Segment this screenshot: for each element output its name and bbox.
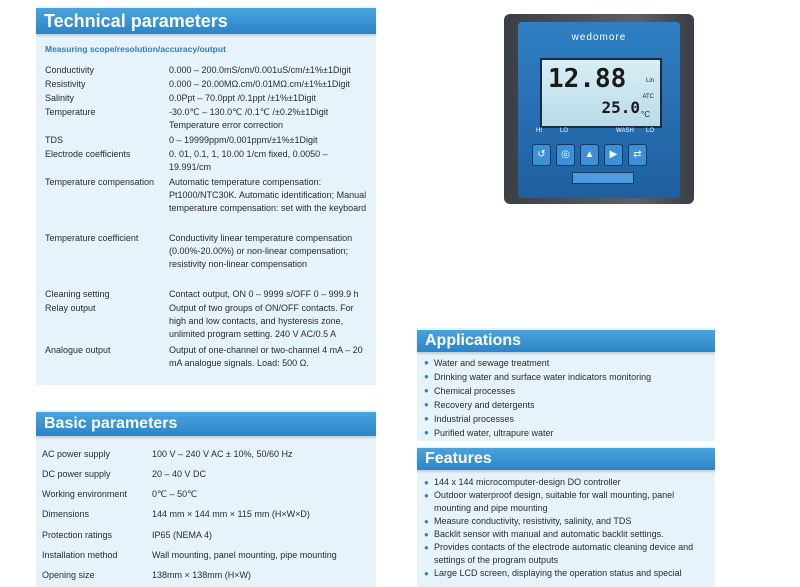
bullet-icon: ●: [424, 530, 429, 539]
enter-button-icon: ⇄: [628, 144, 647, 166]
lcd-temperature: 25.0: [601, 98, 640, 117]
bullet-icon: ●: [424, 372, 429, 381]
list-item-text: Provides contacts of the electrode automatic cleaning device and settings of the program outputs: [434, 542, 694, 565]
param-value: 0.000 – 200.0mS/cm/0.001uS/cm/±1%±1Digit: [169, 65, 351, 75]
basic-label: DC power supply: [42, 469, 111, 479]
list-item-text: Measure conductivity, resistivity, salinity, and TDS: [434, 516, 632, 526]
list-item: [422, 528, 702, 541]
param-label: Conductivity: [45, 65, 95, 75]
list-item: [422, 426, 702, 440]
param-value: 0.000 – 20.00MΩ.cm/0.01MΩ.cm/±1%±1Digit: [169, 79, 350, 89]
device-brand-logo: wedomore: [571, 32, 627, 43]
list-item-text: Drinking water and surface water indicators monitoring: [434, 372, 652, 382]
bullet-icon: ●: [424, 569, 429, 578]
features-list: [422, 476, 702, 580]
list-item: [422, 384, 702, 398]
param-value: Output of one-channel or two-channel 4 mA – 20 mA analogue signals. Load: 500 Ω.: [169, 345, 363, 368]
mode-button-icon: ◎: [556, 144, 575, 166]
list-item: [422, 412, 702, 426]
param-value: 0. 01, 0.1, 1, 10.00 1/cm fixed, 0.0050 – 19.991/cm: [169, 149, 328, 172]
list-item-text: Purified water, ultrapure water: [434, 428, 554, 438]
param-label: Resistivity: [45, 79, 86, 89]
bullet-icon: ●: [424, 386, 429, 395]
param-value: Conductivity linear temperature compensation (0.00%-20.00%) or non-linear compensation; resistivity non-linear compensation: [169, 233, 353, 269]
led-label-lo: LO: [560, 128, 569, 134]
bullet-icon: ●: [424, 358, 429, 367]
param-label: Relay output: [45, 303, 96, 313]
basic-label: Installation method: [42, 550, 118, 560]
device-led-row: [536, 128, 666, 138]
list-item: [422, 541, 702, 567]
param-value: 0 – 19999ppm/0.001ppm/±1%±1Digit: [169, 135, 318, 145]
device-lcd-screen: [540, 58, 662, 128]
measuring-scope-subtitle: Measuring scope/resolution/accuracy/output: [45, 44, 226, 54]
list-item: [422, 489, 702, 515]
list-item-text: Chemical processes: [434, 386, 516, 396]
up-button-icon: ▲: [580, 144, 599, 166]
bullet-icon: ●: [424, 428, 429, 437]
menu-button-icon: ↺: [532, 144, 551, 166]
controller-device-image: [498, 10, 698, 210]
list-item-text: Recovery and detergents: [434, 400, 535, 410]
basic-value: Wall mounting, panel mounting, pipe mounting: [152, 550, 337, 560]
basic-label: Dimensions: [42, 509, 90, 519]
right-button-icon: ▶: [604, 144, 623, 166]
list-item-text: Water and sewage treatment: [434, 358, 550, 368]
basic-label: Protection ratings: [42, 530, 113, 540]
list-item-text: Industrial processes: [434, 414, 515, 424]
basic-value: 144 mm × 144 mm × 115 mm (H×W×D): [152, 509, 310, 519]
list-item-text: 144 x 144 microcomputer-design DO controller: [434, 477, 621, 487]
basic-value: IP65 (NEMA 4): [152, 530, 213, 540]
param-label: Salinity: [45, 93, 75, 103]
param-value: Contact output, ON 0 – 9999 s/OFF 0 – 999.9 h: [169, 289, 359, 299]
applications-list: [422, 356, 702, 440]
led-label-wash: WASH: [616, 128, 634, 134]
list-item: [422, 476, 702, 489]
list-item: [422, 515, 702, 528]
param-label: Temperature compensation: [45, 177, 155, 187]
basic-value: 0℃ – 50℃: [152, 489, 198, 499]
param-label: Cleaning setting: [45, 289, 110, 299]
device-front-panel: [518, 22, 680, 198]
lcd-unit-temp: °C: [641, 110, 650, 119]
param-label: Analogue output: [45, 345, 111, 355]
basic-label: AC power supply: [42, 449, 111, 459]
bullet-icon: ●: [424, 478, 429, 487]
lcd-unit-mode: Lin: [645, 78, 654, 84]
list-item: [422, 398, 702, 412]
device-label-strip: [572, 172, 634, 184]
bullet-icon: ●: [424, 517, 429, 526]
list-item-text: Outdoor waterproof design, suitable for wall mounting, panel mounting and pipe mounting: [434, 490, 675, 513]
param-label: Temperature coefficient: [45, 233, 139, 243]
led-label-lo2: LO: [646, 128, 655, 134]
param-value: -30.0℃ – 130.0℃ /0.1℃ /±0.2%±1Digit Temperature error correction: [169, 107, 329, 130]
list-item-text: Large LCD screen, displaying the operation status and special: [434, 568, 682, 578]
bullet-icon: ●: [424, 491, 429, 500]
param-value: Output of two groups of ON/OFF contacts. For high and low contacts, and hysteresis zone, unlimited program setting. 240 V AC/0.5 A: [169, 303, 354, 339]
bullet-icon: ●: [424, 543, 429, 552]
lcd-reading: 12.88: [548, 64, 627, 94]
basic-value: 20 – 40 V DC: [152, 469, 207, 479]
list-item: [422, 370, 702, 384]
param-value: 0.0Ppt – 70.0ppt /0.1ppt /±1%±1Digit: [169, 93, 316, 103]
list-item-text: Backlit sensor with manual and automatic backlit settings.: [434, 529, 664, 539]
basic-label: Opening size: [42, 570, 95, 580]
param-label: Temperature: [45, 107, 96, 117]
param-label: TDS: [45, 135, 63, 145]
basic-value: 100 V – 240 V AC ± 10%, 50/60 Hz: [152, 449, 293, 459]
basic-parameters-header: Basic parameters: [36, 412, 376, 436]
technical-parameters-header: Technical parameters: [36, 8, 376, 34]
applications-header: Applications: [417, 330, 715, 352]
bullet-icon: ●: [424, 414, 429, 423]
basic-label: Working environment: [42, 489, 127, 499]
list-item: [422, 356, 702, 370]
features-header: Features: [417, 448, 715, 470]
basic-value: 138mm × 138mm (H×W): [152, 570, 252, 580]
led-label-hi: HI: [536, 128, 542, 134]
param-value: Automatic temperature compensation: Pt1000/NTC30K. Automatic identification; Manual temperature compensation: set with the keyboard: [169, 177, 367, 213]
list-item: [422, 567, 702, 580]
param-label: Electrode coefficients: [45, 149, 131, 159]
bullet-icon: ●: [424, 400, 429, 409]
lcd-unit-atc: ATC: [642, 94, 654, 100]
